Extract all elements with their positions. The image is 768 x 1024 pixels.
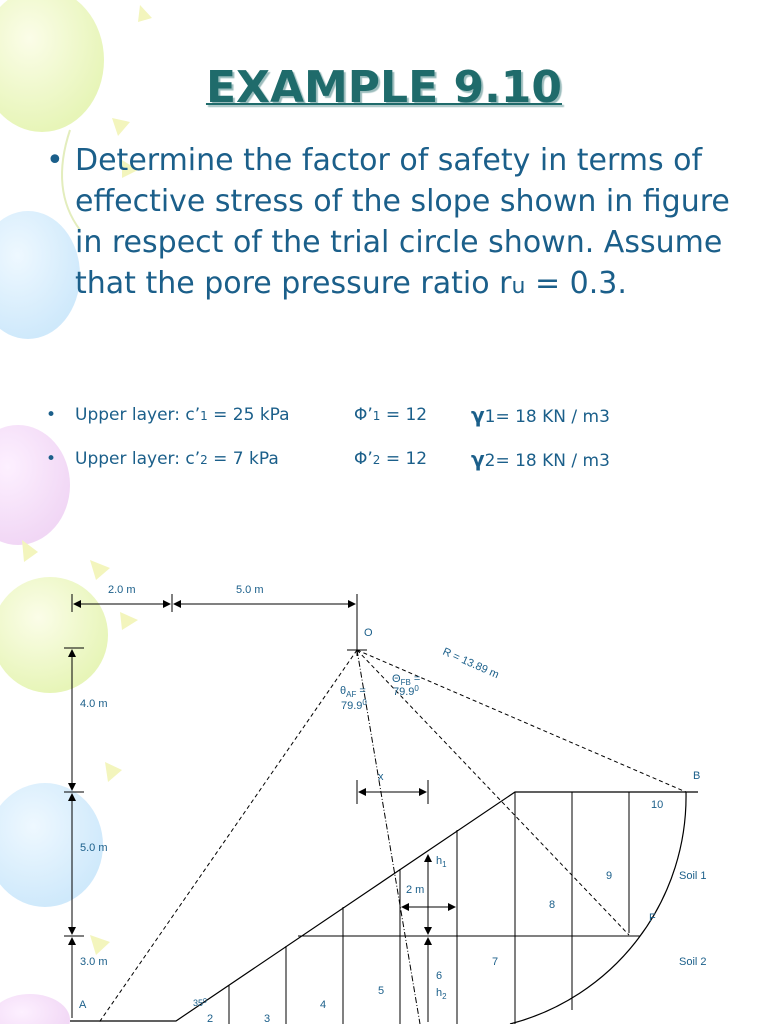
dimension-top-right — [174, 594, 357, 640]
dashed-radii — [98, 650, 686, 1024]
bullet-dot: • — [46, 143, 64, 178]
slip-circle — [510, 792, 686, 1024]
dim-label-2m: 2.0 m — [108, 584, 136, 596]
slice-number: 8 — [549, 899, 556, 911]
slice-number: 10 — [651, 799, 664, 811]
layer-phi: Φ’2 = 12 — [354, 449, 428, 469]
label-soil-2: Soil 2 — [679, 956, 707, 968]
slice-lines — [229, 792, 629, 1024]
dim-label-4m: 4.0 m — [80, 698, 108, 710]
label-h1: $h_1$ — [436, 855, 447, 869]
main-bullet-text — [75, 140, 736, 307]
dim-label-5m: 5.0 m — [236, 584, 264, 596]
bullet-dot: • — [46, 449, 57, 469]
dimension-x — [357, 780, 428, 804]
main-bullet-text-post: = 0.3. — [525, 266, 627, 301]
slice-number: 6 — [436, 970, 443, 982]
layer-c: Upper layer: c’1 = 25 kPa — [75, 405, 290, 425]
main-bullet-text-pre: Determine the factor of safety in terms of effective stress of the slope shown in figure in respect of the trial circle shown. Assume that the pore pressure ratio r — [75, 143, 730, 301]
main-bullet — [46, 140, 736, 307]
slice-number: 3 — [264, 1013, 271, 1024]
slice-number: 5 — [378, 985, 385, 997]
theta-fb-label: $\Theta_{FB}$ = — [392, 673, 421, 687]
slice-number: 2 — [207, 1013, 214, 1024]
dimension-top-left — [72, 594, 172, 612]
slice-number: 9 — [606, 870, 613, 882]
theta-af-label: $\theta_{AF}$ = — [340, 685, 366, 699]
radius-label: R = 13.89 m — [440, 645, 501, 682]
label-soil-1: Soil 1 — [679, 870, 707, 882]
slice-number: 7 — [492, 956, 499, 968]
layer-gamma: γ2= 18 KN / m3 — [471, 447, 610, 471]
label-f: F — [649, 912, 656, 924]
balloon-pink-1 — [0, 425, 70, 545]
layer-gamma: γ1= 18 KN / m3 — [471, 403, 610, 427]
bullet-dot: • — [46, 405, 57, 425]
slope-angle-label: $35^0$ — [193, 998, 207, 1008]
label-o: O — [364, 627, 373, 639]
dim-label-3m: 3.0 m — [80, 956, 108, 968]
center-point-o — [347, 640, 367, 656]
label-x: x — [378, 771, 384, 783]
dim-label-5m-vertical: 5.0 m — [80, 842, 108, 854]
label-b: B — [693, 770, 701, 782]
theta-fb-value: 79.9$^0$ — [393, 684, 419, 698]
theta-af-value: 79.9$^0$ — [341, 698, 367, 712]
layer-phi: Φ’1 = 12 — [354, 405, 428, 425]
label-a: A — [79, 999, 87, 1011]
label-h2: $h_2$ — [436, 987, 447, 1001]
layer-c: Upper layer: c’2 = 7 kPa — [75, 449, 279, 469]
slice-number: 4 — [320, 999, 327, 1011]
slide-title: EXAMPLE 9.10 — [205, 62, 563, 113]
label-2m: 2 m — [406, 884, 425, 896]
main-bullet-text-sub: u — [511, 274, 526, 299]
slope-diagram — [0, 570, 768, 1024]
